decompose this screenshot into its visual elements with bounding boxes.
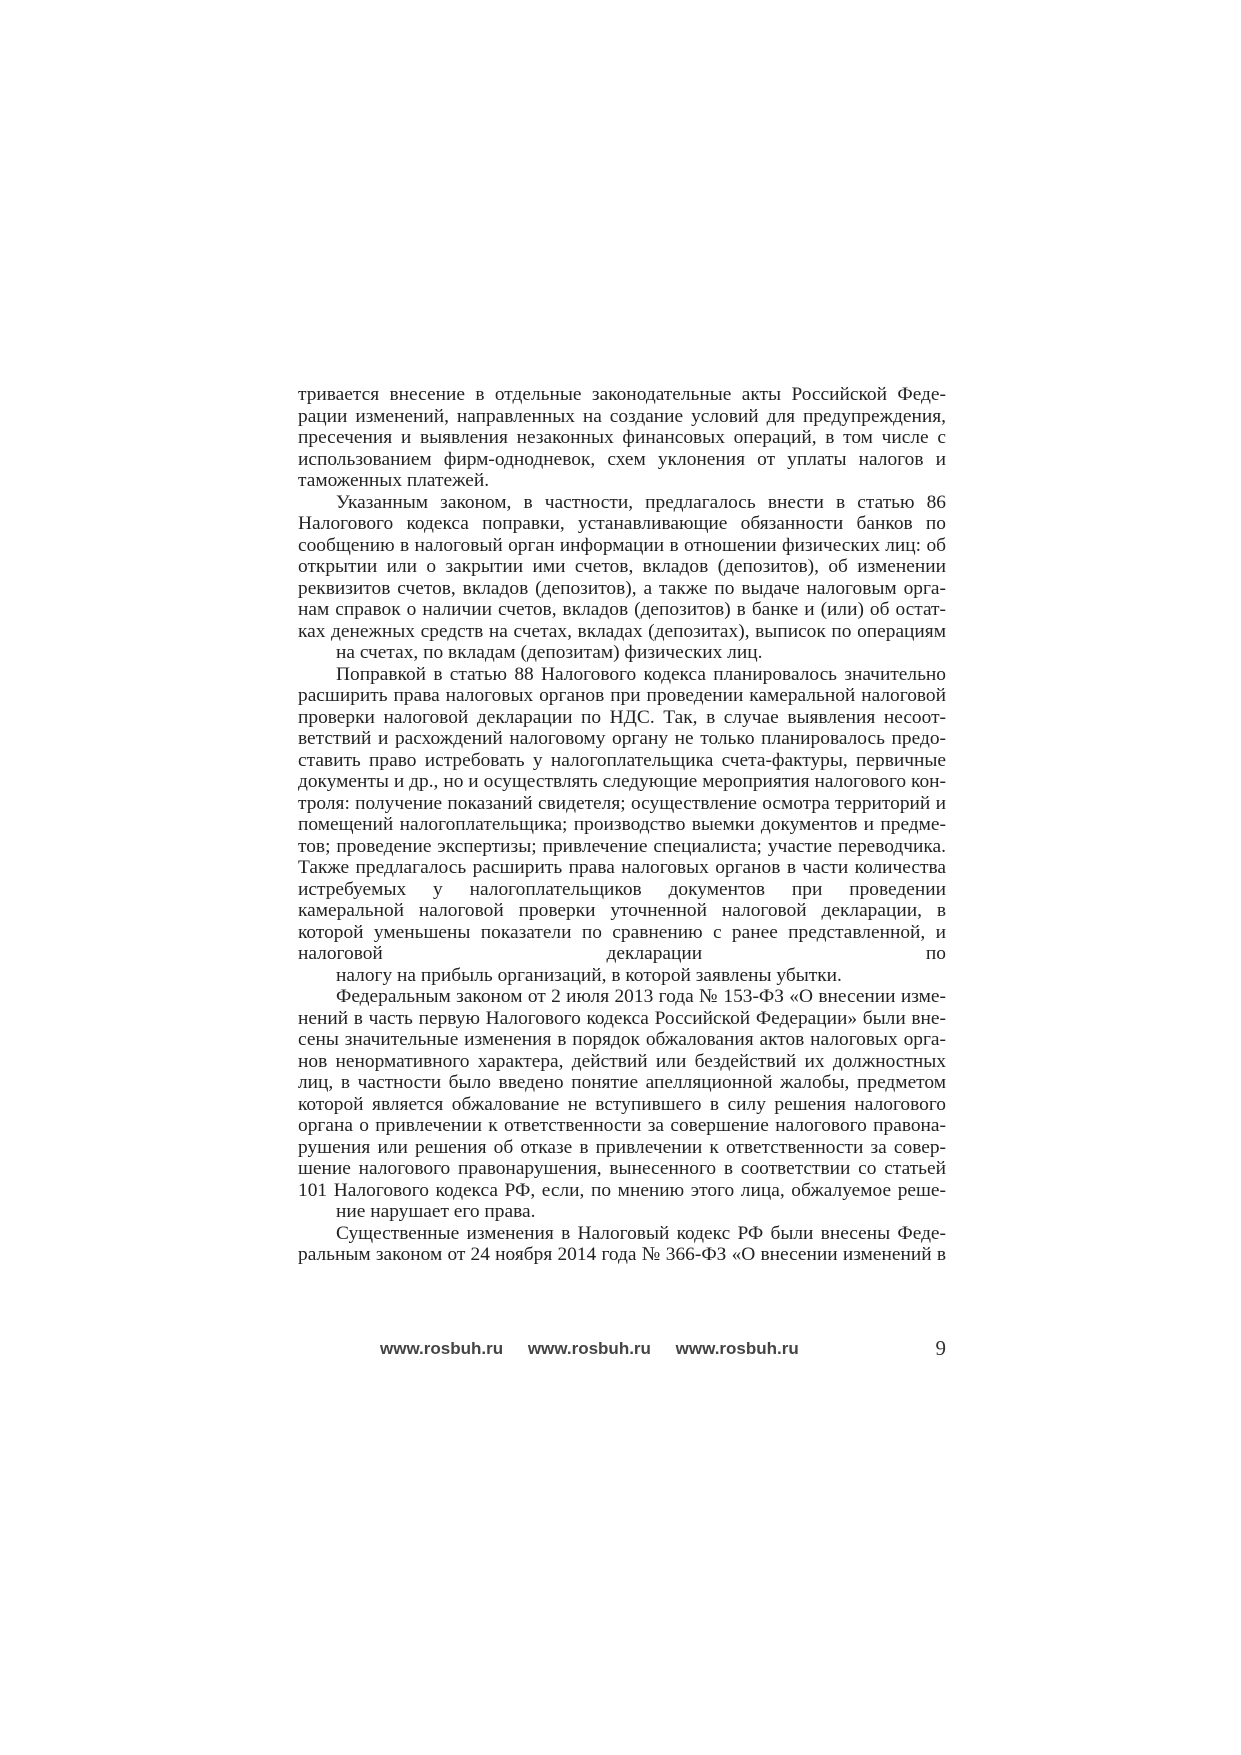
line: ставить право истребовать у налогоплательщика счета-фактуры, первичные — [298, 749, 946, 771]
line: рушения или решения об отказе в привлечении к ответственности за совер- — [298, 1136, 946, 1158]
line: Федеральным законом от 2 июля 2013 года № 153-ФЗ «О внесении изме- — [336, 986, 946, 1007]
line: налоговой проверки уточненной налоговой декларации, в которой уменьшены — [298, 900, 946, 943]
line: Также предлагалось расширить права налоговых органов в части количества — [298, 857, 946, 878]
line: Существенные изменения в Налоговый кодекс РФ были внесены Феде- — [336, 1222, 946, 1244]
line: нов ненормативного характера, действий или бездействий их должностных — [298, 1050, 946, 1072]
line: шение налогового правонарушения, вынесенного в соответствии со статьей — [298, 1158, 946, 1179]
line: нам справок о наличии счетов, вкладов (депозитов) в банке и (или) об остат- — [298, 599, 946, 620]
line: расширить права налоговых органов при проведении камеральной налоговой — [298, 685, 946, 706]
line: Налогового кодекса поправки, устанавливающие обязанности банков по — [298, 513, 946, 534]
line: сены значительные изменения в порядок обжалования актов налоговых орга- — [298, 1029, 946, 1050]
paragraph-2 — [298, 492, 946, 664]
body-text — [298, 384, 946, 1266]
line: показатели по сравнению с ранее представленной, и налоговой декларации по — [298, 921, 946, 964]
footer-link: www.rosbuh.ru — [675, 1339, 799, 1358]
footer-links — [380, 1339, 819, 1359]
line: на счетах, по вкладам (депозитам) физических лиц. — [336, 642, 763, 663]
paragraph-1 — [298, 384, 946, 492]
line: тов; проведение экспертизы; привлечение специалиста; участие переводчика. — [298, 835, 946, 857]
line: органа о привлечении к ответственности за совершение налогового правона- — [298, 1115, 946, 1136]
line: лиц, в частности было введено понятие апелляционной жалобы, предметом — [298, 1072, 946, 1093]
line: помещений налогоплательщика; производство выемки документов и предме- — [298, 814, 946, 835]
line: истребуемых у налогоплательщиков документов при проведении камеральной — [298, 878, 946, 921]
line: нений в часть первую Налогового кодекса Российской Федерации» были вне- — [298, 1007, 946, 1029]
line: сообщению в налоговый орган информации в отношении физических лиц: — [298, 534, 922, 556]
line: ках денежных средств на счетах, вкладах (депозитах), выписок по операциям — [298, 620, 946, 642]
footer-link: www.rosbuh.ru — [380, 1339, 504, 1358]
page-footer — [298, 1336, 946, 1365]
paragraph-4 — [298, 986, 946, 1223]
line: документы и др., но и осуществлять следующие мероприятия налогового кон- — [298, 771, 946, 792]
line: проверки налоговой декларации по НДС. Так, в случае выявления несоот- — [298, 706, 946, 728]
line: налогу на прибыль организаций, в которой заявлены убытки. — [336, 964, 842, 986]
line: Указанным законом, в частности, предлагалось внести в статью 86 — [336, 491, 946, 513]
page-number: 9 — [935, 1336, 946, 1360]
line: троля: получение показаний свидетеля; осуществление осмотра территорий и — [298, 792, 946, 814]
line: которой является обжалование не вступившего в силу решения налогового — [298, 1093, 946, 1115]
line: рации изменений, направленных на создание условий для предупреждения, — [298, 405, 946, 427]
footer-link: www.rosbuh.ru — [527, 1339, 651, 1358]
line: 101 Налогового кодекса РФ, если, по мнению этого лица, обжалуемое реше- — [298, 1179, 946, 1201]
line: Поправкой в статью 88 Налогового кодекса планировалось значительно — [336, 663, 946, 685]
line: таможенных платежей. — [298, 470, 490, 491]
line: пресечения и выявления незаконных финансовых операций, в том числе — [298, 427, 929, 448]
line: об открытии или о закрытии ими счетов, вкладов (депозитов), об изменении — [298, 534, 946, 577]
line: тривается внесение в отдельные законодательные акты Российской Феде- — [298, 384, 946, 405]
line: ральным законом от 24 ноября 2014 года № 366-ФЗ «О внесении изменений в — [298, 1244, 946, 1265]
line: ветствий и расхождений налоговому органу не только планировалось предо- — [298, 728, 946, 749]
paragraph-5 — [298, 1223, 946, 1266]
paragraph-3 — [298, 664, 946, 987]
line: реквизитов счетов, вкладов (депозитов), а также по выдаче налоговым орга- — [298, 577, 946, 599]
line: с использованием фирм-однодневок, схем уклонения от уплаты налогов и — [298, 427, 946, 470]
line: ние нарушает его права. — [336, 1201, 536, 1222]
